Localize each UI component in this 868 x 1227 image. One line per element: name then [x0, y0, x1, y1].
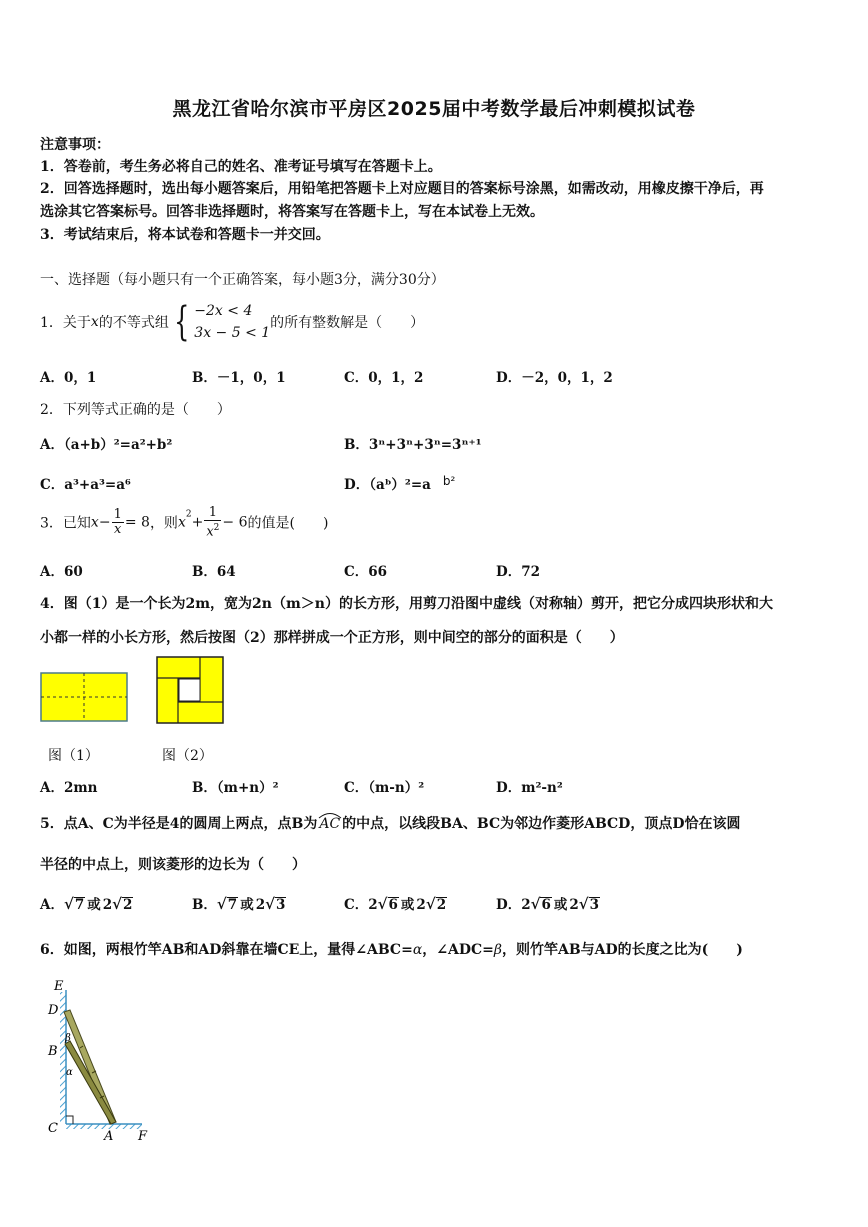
- question-5-line1: 5．点A、C为半径是4的圆周上两点，点B为 AC 的中点，以线段BA、BC为邻边作菱形ABCD，顶点D恰在该圆: [40, 813, 740, 833]
- label-beta: β: [65, 1033, 71, 1044]
- figure-2-caption: 图（2）: [162, 748, 213, 764]
- question-3: 3．已知x− $\frac{1}{x}$ = 8，则$x^2+$ $\frac{1}{x^2}$ − 6的值是( ): [40, 505, 329, 540]
- q5-option-a: A．√7 或 2√2: [40, 895, 133, 913]
- q1-option-d: D．－2，0，1，2: [496, 370, 613, 386]
- question-5-line2: 半径的中点上，则该菱形的边长为（ ）: [40, 857, 306, 873]
- label-f: F: [138, 1129, 148, 1144]
- label-e: E: [54, 979, 64, 994]
- label-a: A: [104, 1129, 114, 1144]
- q3-option-a: A．60: [40, 564, 83, 580]
- question-4-line2: 小都一样的小长方形，然后按图（2）那样拼成一个正方形，则中间空的部分的面积是（ ）: [40, 630, 624, 646]
- q5-option-b: B．√7 或 2√3: [192, 895, 286, 913]
- notice-item-3: 3．考试结束后，将本试卷和答题卡一并交回。: [40, 227, 330, 243]
- label-c: C: [48, 1121, 58, 1136]
- arc-ac: AC: [317, 816, 342, 832]
- figure-2-square: [156, 656, 226, 726]
- label-alpha: α: [66, 1067, 73, 1078]
- notice-item-2-cont: 选涂其它答案标号。回答非选择题时，将答案写在答题卡上，写在本试卷上无效。: [40, 204, 544, 220]
- q4-option-b: B．（m+n）²: [192, 780, 279, 796]
- figure-1-rectangle: [40, 672, 130, 724]
- q4-option-c: C．（m-n）²: [344, 780, 425, 796]
- q4-option-d: D．m²-n²: [496, 780, 563, 796]
- notice-item-2: 2．回答选择题时，选出每小题答案后，用铅笔把答题卡上对应题目的答案标号涂黑，如需改动，用橡皮擦干净后，再: [40, 181, 764, 197]
- q4-option-a: A．2mn: [40, 780, 98, 796]
- q1-option-b: B．－1，0，1: [192, 370, 286, 386]
- bamboo-ab: [65, 1041, 116, 1124]
- q5-option-c: C．2√6 或 2√2: [344, 895, 447, 913]
- q3-option-c: C．66: [344, 564, 388, 580]
- right-angle-mark: [66, 1116, 73, 1124]
- q3-option-d: D．72: [496, 564, 540, 580]
- section-heading: 一、选择题（每小题只有一个正确答案，每小题3分，满分30分）: [40, 272, 445, 288]
- q1-option-c: C．0，1，2: [344, 370, 424, 386]
- page-title: 黑龙江省哈尔滨市平房区2025届中考数学最后冲刺模拟试卷: [172, 98, 696, 120]
- q1-option-a: A．0，1: [40, 370, 97, 386]
- fraction-1-over-x2: $\frac{1}{x^2}$: [206, 505, 220, 540]
- q2-d-exponent: b²: [442, 474, 456, 488]
- question-2: 2．下列等式正确的是（ ）: [40, 402, 231, 418]
- question-6: 6．如图，两根竹竿AB和AD斜靠在墙CE上，量得∠ABC=α，∠ADC=β，则竹竿AB与AD的长度之比为( ): [40, 942, 743, 958]
- q2-option-a: A．（a+b）²=a²+b²: [40, 437, 173, 453]
- notice-heading: 注意事项：: [40, 137, 110, 153]
- notice-item-1: 1．答卷前，考生务必将自己的姓名、准考证号填写在答题卡上。: [40, 159, 442, 175]
- arc-mark-icon: [317, 811, 343, 819]
- question-4-line1: 4．图（1）是一个长为2m，宽为2n（m＞n）的长方形，用剪刀沿图中虚线（对称轴）剪开，把它分成四块形状和大: [40, 596, 773, 612]
- fraction-1-over-x: $\frac{1}{x}$: [113, 507, 122, 538]
- q2-option-d: D．（aᵇ）²=a b²: [344, 474, 456, 493]
- q2-option-c: C．a³+a³=a⁶: [40, 477, 131, 493]
- label-b: B: [48, 1044, 58, 1059]
- figure-1-caption: 图（1）: [48, 748, 99, 764]
- label-d: D: [48, 1003, 59, 1018]
- q3-option-b: B．64: [192, 564, 236, 580]
- q5-option-d: D．2√6 或 2√3: [496, 895, 600, 913]
- inequality-system: −2x < 4 3x − 5 < 1: [194, 303, 271, 341]
- left-brace: {: [173, 299, 190, 345]
- q2-option-b: B．3ⁿ+3ⁿ+3ⁿ=3ⁿ⁺¹: [344, 437, 482, 453]
- bamboo-wall-figure: [40, 978, 170, 1148]
- question-1: 1．关于x的不等式组 { −2x < 4 3x − 5 < 1 的所有整数解是（ ）: [40, 299, 425, 345]
